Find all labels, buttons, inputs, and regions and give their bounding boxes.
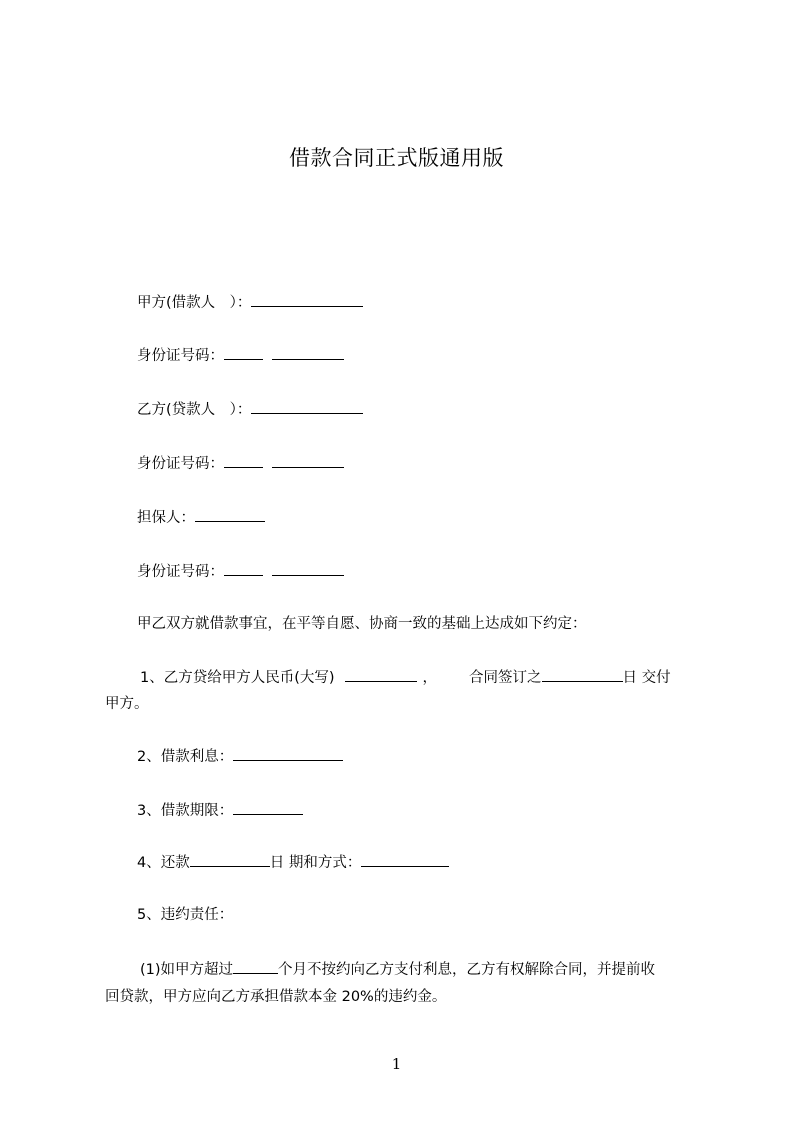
clause-1-amount-blank [345, 667, 417, 682]
party-b-label: 乙方(贷款人 ）： [137, 402, 252, 418]
party-a-blank [251, 292, 363, 307]
id-b-blank-1 [224, 453, 263, 468]
clause-5-line: 5、违约责任： [137, 907, 234, 923]
intro-paragraph: 甲乙双方就借款事宜，在平等自愿、协商一致的基础上达成如下约定： [137, 616, 587, 632]
id-guarantor-blank-2 [272, 561, 344, 576]
clause-1-line-1 [137, 667, 671, 688]
clause-4-part-2: 日 期和方式： [269, 855, 362, 871]
id-guarantor-line [137, 561, 344, 582]
id-b-label: 身份证号码： [137, 456, 224, 472]
party-a-line [137, 292, 363, 313]
clause-3-line [137, 800, 303, 821]
clause-3-blank [233, 800, 303, 815]
document-title: 借款合同正式版通用版 [289, 146, 504, 170]
guarantor-label: 担保人： [137, 510, 195, 526]
party-b-line [137, 399, 363, 420]
clause-3-label: 3、借款期限： [137, 803, 234, 819]
clause-5-1-line-1 [140, 959, 655, 980]
clause-1-line-2: 甲方。 [105, 696, 149, 712]
clause-2-blank [233, 746, 343, 761]
clause-4-date-blank [190, 852, 270, 867]
guarantor-blank [195, 507, 265, 522]
clause-1-part-2: 合同签订之 [469, 670, 542, 686]
id-a-label: 身份证号码： [137, 348, 224, 364]
id-b-blank-2 [272, 453, 344, 468]
id-guarantor-label: 身份证号码： [137, 564, 224, 580]
clause-5-1-part-b: 个月不按约向乙方支付利息，乙方有权解除合同，并提前收 [278, 962, 656, 978]
clause-2-label: 2、借款利息： [137, 749, 234, 765]
clause-1-part-1: 1、乙方贷给甲方人民币(大写) [140, 670, 335, 686]
clause-5-1-part-a: (1)如甲方超过 [140, 962, 234, 978]
id-b-line [137, 453, 344, 474]
id-guarantor-blank-1 [224, 561, 263, 576]
party-a-label: 甲方(借款人 ）： [137, 295, 252, 311]
clause-2-line [137, 746, 343, 767]
id-a-line [137, 345, 344, 366]
page-number: 1 [391, 1055, 402, 1073]
clause-4-line [137, 852, 449, 873]
clause-1-part-3: 日 交付 [622, 670, 671, 686]
guarantor-line [137, 507, 265, 528]
clause-4-part-1: 4、还款 [137, 855, 190, 871]
clause-5-1-line-2: 回贷款，甲方应向乙方承担借款本金 20%的违约金。 [105, 989, 447, 1005]
clause-1-date-blank [542, 667, 623, 682]
id-a-blank-1 [224, 345, 263, 360]
clause-5-1-months-blank [233, 959, 278, 974]
clause-1-comma: ， [422, 670, 438, 686]
id-a-blank-2 [272, 345, 344, 360]
party-b-blank [251, 399, 363, 414]
clause-4-method-blank [361, 852, 449, 867]
